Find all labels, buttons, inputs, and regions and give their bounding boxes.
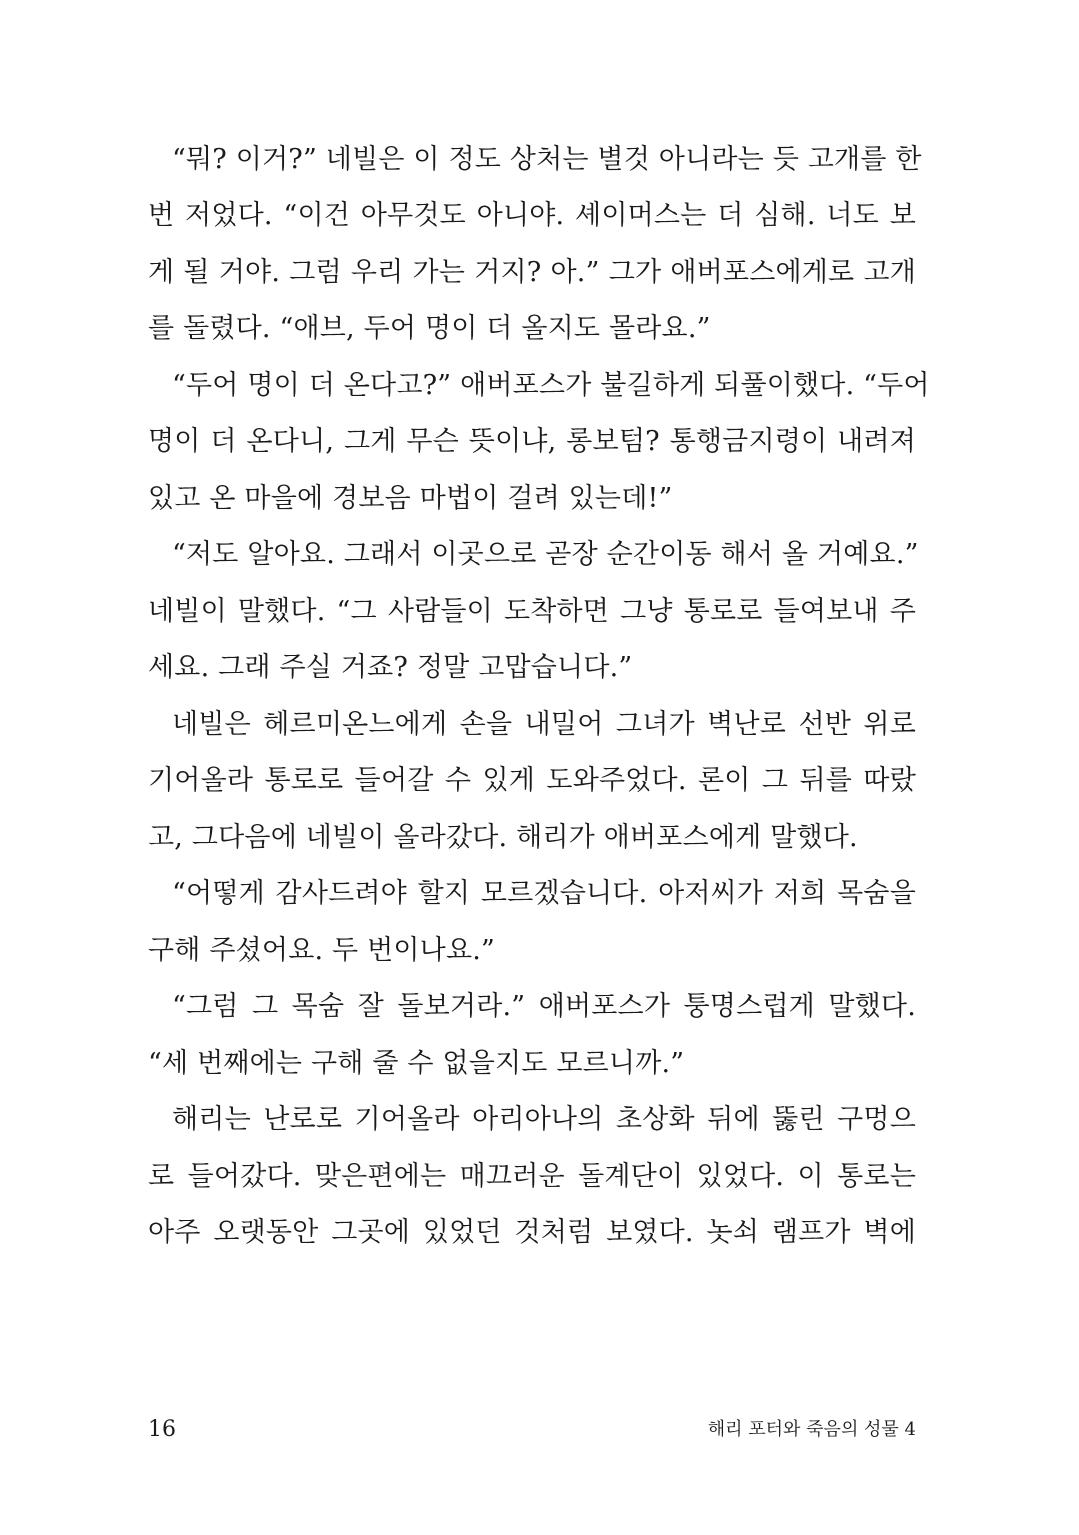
text-line: 게 될 거야. 그럼 우리 가는 거지? 아.” 그가 애버포스에게로 고개: [148, 257, 916, 288]
text-line: 아주 오랫동안 그곳에 있었던 것처럼 보였다. 놋쇠 램프가 벽에: [148, 1217, 916, 1248]
text-line: 있고 온 마을에 경보음 마법이 걸려 있는데!”: [148, 483, 673, 514]
text-line: 로 들어갔다. 맞은편에는 매끄러운 돌계단이 있었다. 이 통로는: [148, 1161, 916, 1192]
text-line: 네빌이 말했다. “그 사람들이 도착하면 그냥 통로로 들여보내 주: [148, 596, 916, 627]
text-line: 네빌은 헤르미온느에게 손을 내밀어 그녀가 벽난로 선반 위로: [172, 709, 916, 740]
text-line: 세요. 그래 주실 거죠? 정말 고맙습니다.”: [148, 652, 633, 683]
text-line: 해리는 난로로 기어올라 아리아나의 초상화 뒤에 뚫린 구멍으: [172, 1104, 916, 1135]
text-line: 명이 더 온다니, 그게 무슨 뜻이냐, 롱보텀? 통행금지령이 내려져: [148, 426, 916, 457]
text-line: 구해 주셨어요. 두 번이나요.”: [148, 935, 496, 966]
page-number: 16: [148, 1417, 176, 1442]
text-line: 기어올라 통로로 들어갈 수 있게 도와주었다. 론이 그 뒤를 따랐: [148, 765, 916, 796]
text-line: “그럼 그 목숨 잘 돌보거라.” 애버포스가 퉁명스럽게 말했다.: [172, 991, 916, 1022]
running-footer-title: 해리 포터와 죽음의 성물 4: [707, 1419, 916, 1440]
text-line: “저도 알아요. 그래서 이곳으로 곧장 순간이동 해서 올 거예요.”: [172, 539, 919, 570]
text-line: 를 돌렸다. “애브, 두어 명이 더 올지도 몰라요.”: [148, 313, 711, 344]
text-line: “뭐? 이거?” 네빌은 이 정도 상처는 별것 아니라는 듯 고개를 한: [172, 144, 922, 175]
text-line: “세 번째에는 구해 줄 수 없을지도 모르니까.”: [148, 1048, 685, 1079]
text-line: 고, 그다음에 네빌이 올라갔다. 해리가 애버포스에게 말했다.: [148, 822, 858, 853]
text-line: “어떻게 감사드려야 할지 모르겠습니다. 아저씨가 저희 목숨을: [172, 878, 916, 909]
text-line: “두어 명이 더 온다고?” 애버포스가 불길하게 되풀이했다. “두어: [172, 370, 930, 401]
text-line: 번 저었다. “이건 아무것도 아니야. 셰이머스는 더 심해. 너도 보: [148, 200, 916, 231]
